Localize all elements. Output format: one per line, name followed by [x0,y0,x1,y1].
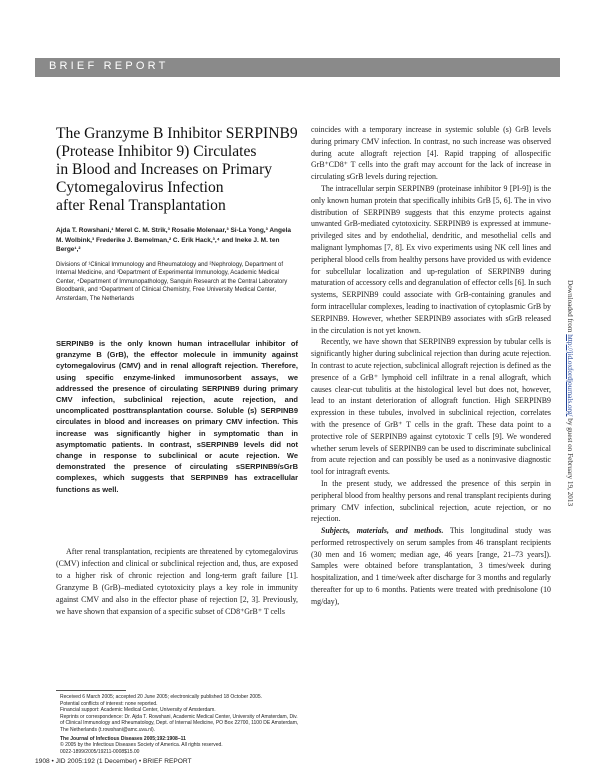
title-line: The Granzyme B Inhibitor SERPINB9 [56,125,298,142]
title-line: (Protease Inhibitor 9) Circulates [56,143,257,160]
page-footer: 1908 • JID 2005:192 (1 December) • BRIEF REPORT [35,758,192,765]
title-line: after Renal Transplantation [56,197,226,214]
methods-heading: Subjects, materials, and methods. [321,526,444,536]
footnote-support: Financial support: Academic Medical Center, University of Amsterdam. [60,707,216,714]
download-watermark [566,280,574,640]
author-list: Ajda T. Rowshani,¹ Merel C. M. Strik,³ Rosalie Molenaar,³ Si-La Yong,³ Angela M. Wolbink,³ Frederike J. Bemelman,² C. Erik Hack,³,⁴ and Ineke J. M. ten Berge¹,² [56,227,292,254]
intro-paragraph: After renal transplantation, recipients are threatened by cytomegalovirus (CMV) infection and clinical or subclinical rejection and, thus, are exposed to a higher risk of chronic rejection and long-term graft failure [1]. Granzyme B (GrB)–mediated cytotoxicity plays a key role in immunity against CMV and also in the effector phase of rejection [2, 3]. Previously, we have shown that expansion of a specific subset of CD8⁺GrB⁺ T cells [56,547,298,616]
title-line: Cytomegalovirus Infection [56,179,224,196]
download-tail: by guest on February 19, 2013 [566,418,574,507]
col2-paragraph: The intracellular serpin SERPINB9 (proteinase inhibitor 9 [PI-9]) is the only known human protein that specifically inhibits GrB [5, 6]. The in vivo distribution of SERPINB9 suggests that this enzyme protects against unwanted GrB-mediated cytotoxicity. SERPINB9 is expressed at immune-privileged sites and by endothelial, dendritic, and mesothelial cells and malignant lymphomas [7, 8]. Ex vivo experiments using NK cell lines and peripheral blood cells from healthy persons have provided us with evidence for subcellular localization and up-regulation of SERPINB9 during maturation of accessory cells and degranulation of effector cells [6]. In such systems, SERPINB9 could associate with GrB-containing granules and form intracellular complexes, leading to inactivation of cytoplasmic GrB by SERPINB9. However, whether SERPINB9 associates with sGrB released in the circulation is not yet known. [311,183,551,335]
col2-paragraph: Recently, we have shown that SERPINB9 expression by tubular cells is significantly higher during subclinical rejection than during acute rejection. In contrast to acute rejection, subclinical allograft rejection is defined as the presence of a GrB⁺ lymphoid cell infiltrate in a renal allograft, which causes clear-cut tubulitis at the histological level but does not, however, lead to an instant deterioration of allograft function. High SERPINB9 expression in these tubules, involved in subclinical rejection, correlates with the presence of GrB⁺ T cells in the graft. These data point to a protective role of SERPINB9 against cytotoxic T cells [9]. We wondered whether serum levels of SERPINB9 can be used to discriminate subclinical from acute rejection and can possibly be used as a noninvasive diagnostic tool for intragraft events. [311,337,551,477]
col2-paragraph: In the present study, we addressed the presence of this serpin in peripheral blood from healthy persons and renal transplant recipients during primary CMV infection, subclinical rejection, acute rejection, or no rejection. [311,478,551,524]
footnote-conflicts: Potential conflicts of interest: none reported. [60,700,158,707]
footnote-correspondence: Reprints or correspondence: Dr. Ajda T. Rowshani, Academic Medical Center, University of Amsterdam, Div. of Clinical Immunology and Rheumatology, Dept. of Internal Medicine, PO Box 22700, 1100 DE Amsterdam, The Netherlands (t.rowshani@amc.uva.nl). [60,713,299,733]
journal-name: The Journal of Infectious Diseases [60,735,143,742]
title-line: in Blood and Increases on Primary [56,161,273,178]
footnotes [60,694,300,755]
section-banner [35,58,560,77]
abstract: SERPINB9 is the only known human intracellular inhibitor of granzyme B (GrB), the effector molecule in immunity against cytomegalovirus (CMV) and in renal allograft rejection. Therefore, using specific enzyme-linked immunosorbent assays, we addressed the presence of circulating SERPINB9 during primary CMV infection, subclinical rejection, acute rejection, and uncomplicated posttransplantation course. Soluble (s) SERPINB9 circulates in blood and increases on primary CMV infection. This increase was significantly higher in symptomatic than in asymptomatic patients. In contrast, sSERPINB9 levels did not change in response to subclinical or acute rejection. We demonstrated the presence of circulating sSERPINB9/sGrB complexes, which suggests that SERPINB9 has extracellular functions as well. [56,339,298,494]
issn-line: 0022-1899/2005/19211-0008$15.00 [60,748,140,755]
affiliations: Divisions of ¹Clinical Immunology and Rheumatology and ²Nephrology, Department of Internal Medicine, and ³Department of Experimental Immunology, Academic Medical Center, ⁴Department of Immunopathology, Sanquin Research at the Central Laboratory Bloodbank, and ⁵Department of Clinical Chemistry, Free University Medical Center, Amsterdam, The Netherlands [56,262,288,302]
methods-paragraph [311,525,551,608]
footnote-rule [56,690,126,691]
article-title [56,125,298,215]
copyright-line: © 2005 by the Infectious Diseases Society of America. All rights reserved. [60,742,223,749]
footnote-received: Received 6 March 2005; accepted 20 June 2005; electronically published 18 October 2005. [60,694,263,700]
col2-paragraph: coincides with a temporary increase in systemic soluble (s) GrB levels during primary CMV infection. In contrast, no such increase was observed during acute allograft rejection [4]. Rapid trapping of allospecific GrB⁺CD8⁺ T cells into the graft may account for the lack of increase in circulating sGrB levels during rejection. [311,125,551,182]
methods-text: This longitudinal study was performed retrospectively on serum samples from 46 transplant recipients (30 men and 16 women; median age, 46 years [range, 21–73 years]). Samples were obtained before transplantation, 3 times/week during hospitalization, and 1 time/week after discharge for 3 months and regularly thereafter for up to 6 months. Patients were treated with prednisolone (10 mg/day), [311,526,551,606]
journal-issue: 2005;192:1908–11 [143,735,186,742]
right-column [311,124,551,608]
download-note: Downloaded from [566,280,574,333]
banner-label: BRIEF REPORT [49,60,169,72]
download-link[interactable]: http://jid.oxfordjournals.org/ [566,334,574,417]
